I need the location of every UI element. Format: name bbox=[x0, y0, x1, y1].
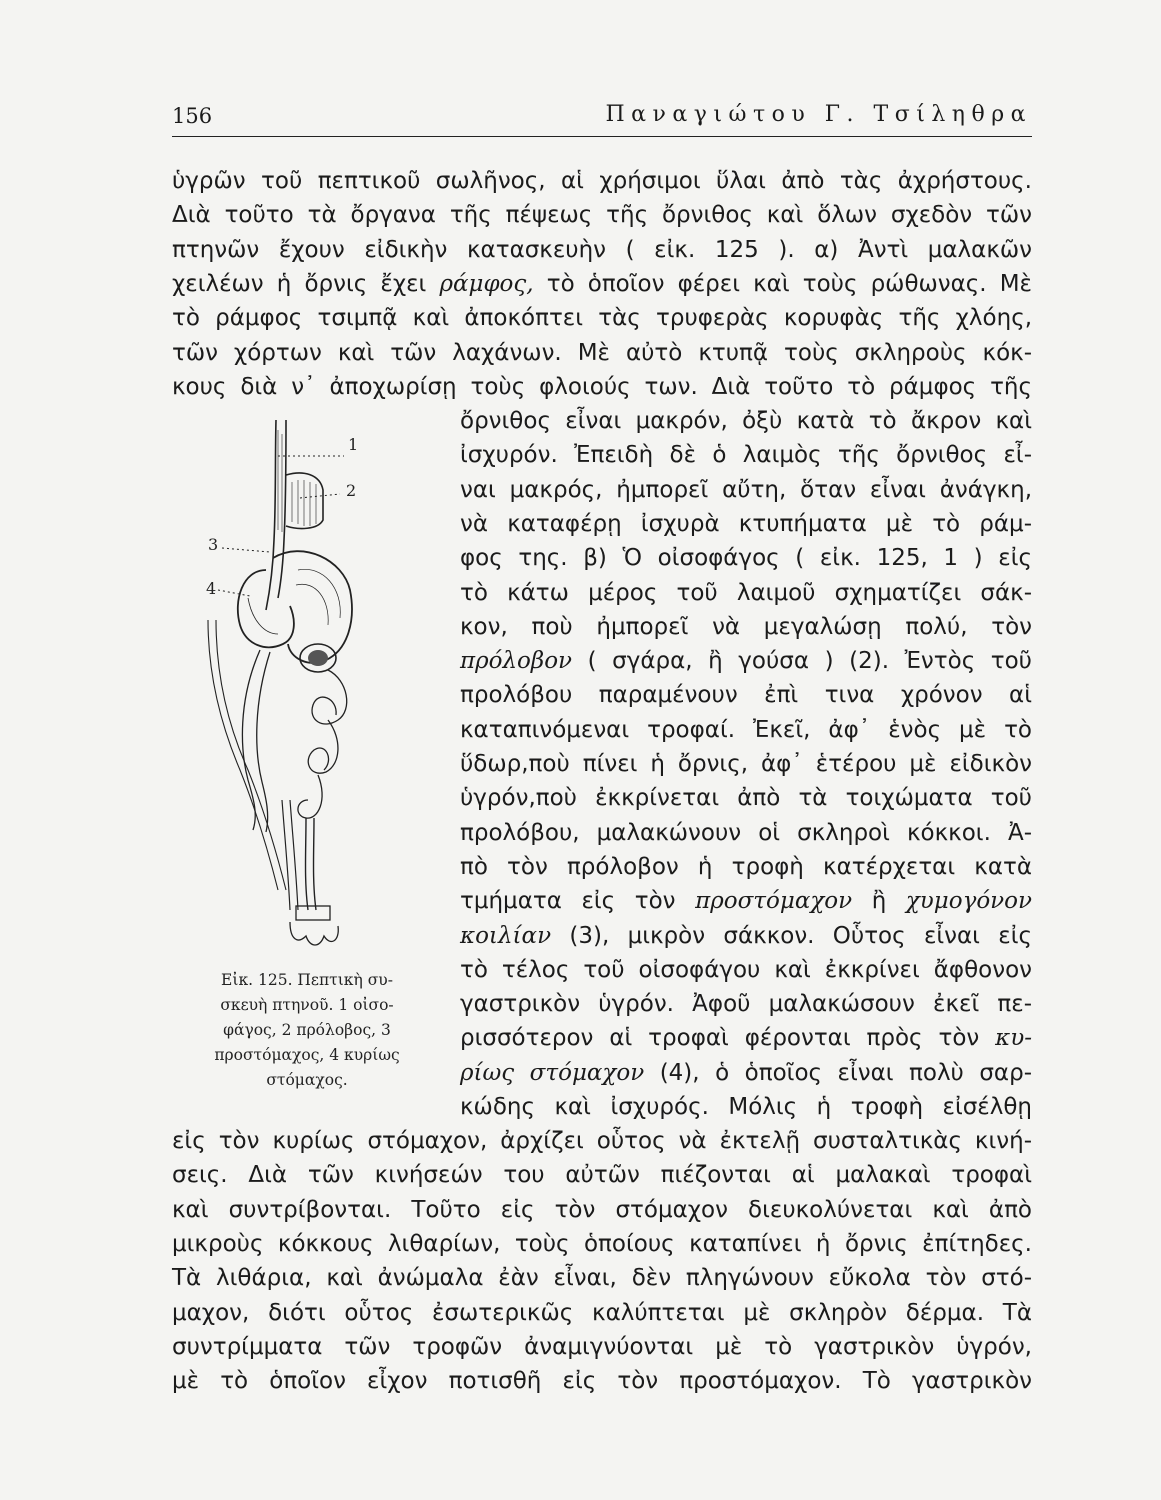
text-line: τὸ κάτω μέρος τοῦ λαιμοῦ σχηματίζει σάκ- bbox=[460, 579, 1032, 606]
text-line: Διὰ τοῦτο τὰ ὄργανα τῆς πέψεως τῆς ὄρνιθος καὶ ὅλων σχεδὸν τῶν bbox=[172, 202, 1032, 229]
page-number: 156 bbox=[172, 104, 213, 128]
figure-label-3: 3 bbox=[208, 535, 219, 554]
text-line: Τὰ λιθάρια, καὶ ἀνώμαλα ἐὰν εἶναι, δὲν πληγώνουν εὔκολα τὸν στό- bbox=[172, 1265, 1032, 1292]
italic-term: κοιλίαν bbox=[460, 922, 552, 949]
figure-label-2: 2 bbox=[346, 481, 357, 500]
text-line: πτηνῶν ἔχουν εἰδικὴν κατασκευὴν ( εἰκ. 125 ). α) Ἀντὶ μαλακῶν bbox=[172, 236, 1032, 263]
caption-line: σκευὴ πτηνοῦ. 1 οἰσο- bbox=[220, 996, 394, 1014]
text-line: ὑγρῶν τοῦ πεπτικοῦ σωλῆνος, αἱ χρήσιμοι ὕλαι ἀπὸ τὰς ἀχρήστους. bbox=[172, 168, 1032, 194]
text-segment: ( σγάρα, ἢ γούσα ) (2). Ἐντὸς τοῦ bbox=[572, 648, 1032, 675]
caption-line: Εἰκ. 125. Πεπτικὴ συ- bbox=[221, 971, 393, 989]
text-segment: ἢ bbox=[852, 888, 906, 915]
italic-term: πρόλοβον bbox=[460, 648, 573, 675]
text-line bbox=[172, 267, 1032, 301]
text-segment: τμήματα εἰς τὸν bbox=[460, 888, 696, 915]
text-line: τῶν χόρτων καὶ τῶν λαχάνων. Μὲ αὐτὸ κτυπᾷ τοὺς σκληροὺς κόκ- bbox=[172, 339, 1032, 366]
page-header bbox=[172, 96, 1032, 137]
text-line: πὸ τὸν πρόλοβον ἡ τροφὴ κατέρχεται κατὰ bbox=[460, 853, 1032, 880]
italic-term: ρίως στόμαχον bbox=[460, 1059, 645, 1086]
text-line: τὸ τέλος τοῦ οἰσοφάγου καὶ ἐκκρίνει ἄφθονον bbox=[460, 956, 1032, 983]
text-line: τὸ ράμφος τσιμπᾷ καὶ ἀποκόπτει τὰς τρυφερὰς κορυφὰς τῆς χλόης, bbox=[172, 305, 1032, 332]
caption-line: φάγος, 2 πρόλοβος, 3 bbox=[223, 1021, 391, 1039]
text-line: κώδης καὶ ἰσχυρός. Μόλις ἡ τροφὴ εἰσέλθῃ bbox=[460, 1094, 1032, 1120]
italic-term: ράμφος, bbox=[439, 270, 534, 297]
text-line: σεις. Διὰ τῶν κινήσεών του αὐτῶν πιέζονται αἱ μαλακαὶ τροφαὶ bbox=[172, 1162, 1032, 1189]
text-segment: (4), ὁ ὁποῖος εἶναι πολὺ σαρ- bbox=[644, 1059, 1032, 1086]
text-line: καὶ συντρίβονται. Τοῦτο εἰς τὸν στόμαχον διευκολύνεται καὶ ἀπὸ bbox=[172, 1196, 1032, 1223]
text-line: μαχον, διότι οὗτος ἐσωτερικῶς καλύπτεται μὲ σκληρὸν δέρμα. Τὰ bbox=[172, 1299, 1032, 1326]
figure-caption bbox=[172, 968, 442, 1093]
text-line: μικροὺς κόκκους λιθαρίων, τοὺς ὁποίους καταπίνει ἡ ὄρνις ἐπίτηδες. bbox=[172, 1230, 1032, 1257]
text-line: ναι μακρός, ἠμπορεῖ αὔτη, ὅταν εἶναι ἀνάγκη, bbox=[460, 476, 1032, 503]
text-line bbox=[460, 644, 1032, 678]
digestive-system-figure bbox=[178, 420, 446, 980]
text-line: προλόβου παραμένουν ἐπὶ τινα χρόνον αἱ bbox=[460, 682, 1032, 709]
text-line: κους διὰ ν᾽ ἀποχωρίσῃ τοὺς φλοιούς των. Διὰ τοῦτο τὸ ράμφος τῆς bbox=[172, 373, 1032, 400]
text-line: ὕδωρ,ποὺ πίνει ἡ ὄρνις, ἀφ᾽ ἑτέρου μὲ εἰδικὸν bbox=[460, 751, 1032, 777]
italic-term: προστόμαχον bbox=[695, 888, 853, 915]
bird-digestive-tract-illustration bbox=[178, 420, 446, 980]
text-segment: ρισσότερον αἱ τροφαὶ φέρονται πρὸς τὸν bbox=[460, 1025, 996, 1052]
text-line: ἰσχυρόν. Ἐπειδὴ δὲ ὁ λαιμὸς τῆς ὄρνιθος εἶ- bbox=[460, 442, 1032, 469]
text-line bbox=[460, 919, 1032, 953]
figure-label-4: 4 bbox=[206, 579, 217, 598]
text-line: φος της. β) Ὁ οἰσοφάγος ( εἰκ. 125, 1 ) εἰς bbox=[460, 545, 1032, 572]
text-line bbox=[460, 1021, 1032, 1055]
text-line: καταπινόμεναι τροφαί. Ἐκεῖ, ἀφ᾽ ἑνὸς μὲ τὸ bbox=[460, 716, 1032, 743]
text-segment: τὸ ὁποῖον φέρει καὶ τοὺς ρώθωνας. Μὲ bbox=[533, 270, 1032, 297]
caption-line: προστόμαχος, 4 κυρίως bbox=[214, 1046, 400, 1064]
text-line: ὄρνιθος εἶναι μακρόν, ὀξὺ κατὰ τὸ ἄκρον καὶ bbox=[460, 408, 1032, 434]
text-line: εἰς τὸν κυρίως στόμαχον, ἀρχίζει οὗτος νὰ ἐκτελῇ συσταλτικὰς κινή- bbox=[172, 1128, 1032, 1154]
text-line: νὰ καταφέρῃ ἰσχυρὰ κτυπήματα μὲ τὸ ράμ- bbox=[460, 510, 1032, 537]
text-segment: (3), μικρὸν σάκκον. Οὗτος εἶναι εἰς bbox=[551, 922, 1032, 949]
text-line: γαστρικὸν ὑγρόν. Ἀφοῦ μαλακώσουν ἐκεῖ πε- bbox=[460, 991, 1032, 1018]
caption-line: στόμαχος. bbox=[266, 1071, 348, 1089]
text-line bbox=[460, 1056, 1032, 1090]
italic-term: κυ- bbox=[995, 1025, 1032, 1052]
running-head: Παναγιώτου Γ. Τσίληθρα bbox=[605, 102, 1032, 127]
text-line bbox=[460, 884, 1032, 918]
text-line: κον, ποὺ ἠμπορεῖ νὰ μεγαλώσῃ πολύ, τὸν bbox=[460, 613, 1032, 640]
text-line: ὑγρόν,ποὺ ἐκκρίνεται ἀπὸ τὰ τοιχώματα τοῦ bbox=[460, 785, 1032, 812]
text-line: συντρίμματα τῶν τροφῶν ἀναμιγνύονται μὲ τὸ γαστρικὸν ὑγρόν, bbox=[172, 1333, 1032, 1360]
text-segment: χειλέων ἡ ὄρνις ἔχει bbox=[172, 270, 440, 297]
text-line: προλόβου, μαλακώνουν οἱ σκληροὶ κόκκοι. Ἀ- bbox=[460, 819, 1032, 846]
figure-label-1: 1 bbox=[348, 435, 359, 454]
italic-term: χυμογόνον bbox=[905, 888, 1032, 915]
text-line: μὲ τὸ ὁποῖον εἶχον ποτισθῆ εἰς τὸν προστόμαχον. Τὸ γαστρικὸν bbox=[172, 1368, 1032, 1395]
